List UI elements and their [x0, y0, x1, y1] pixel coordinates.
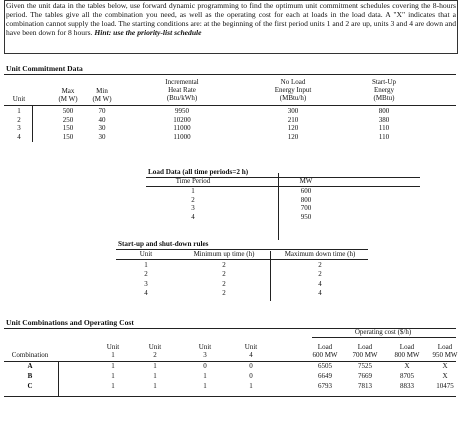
combinations-bottom-rule — [4, 396, 456, 397]
problem-text: Given the unit data in the tables below, use forward dynamic programming to find the optimum unit commitment schedules covering the 8-hours period. The tables give all the combination you need, as well as the operating cost for each at loads in the load data. A "X" indicates that a combination cannot supply the load. The starting conditions are: at the beginning of the first period units 1 and 2 are up, units 3 and 4 are down and have been down for 8 hours. — [6, 1, 456, 37]
header-load-2-mw: 700 MW — [352, 351, 378, 359]
header-heat-line1: Incremental — [165, 78, 199, 86]
combination-unit-3-state: 0 — [203, 362, 207, 370]
rules-cell-min-up: 2 — [222, 270, 226, 279]
rules-cell-min-up: 2 — [222, 261, 226, 269]
header-unit-4-number: 4 — [249, 351, 253, 359]
header-load-3-label: Load — [399, 343, 415, 351]
combination-cost-load-2: 7525 — [358, 362, 372, 370]
rules-cell-max-down: 2 — [318, 261, 322, 269]
header-min-up-time: Minimum up time (h) — [193, 250, 255, 258]
rules-cell-unit: 1 — [144, 261, 148, 269]
rules-cell-min-up: 2 — [222, 279, 226, 288]
combination-cost-load-2: 7813 — [358, 382, 372, 390]
combination-unit-3-state: 1 — [203, 382, 207, 390]
problem-statement — [6, 2, 456, 38]
combination-label: A — [27, 362, 33, 370]
load-cell-mw: 700 — [300, 204, 312, 213]
combination-unit-4-state: 0 — [249, 362, 253, 370]
rules-cell-max-down: 2 — [318, 270, 322, 279]
combination-unit-1-state: 1 — [111, 382, 115, 390]
combination-label: B — [27, 372, 33, 380]
combination-label: C — [27, 382, 33, 390]
combination-cost-load-4: 10475 — [436, 382, 454, 390]
load-cell-period: 4 — [191, 212, 195, 221]
commitment-cell-unit: 2 — [17, 115, 21, 124]
load-cell-period: 2 — [191, 195, 195, 204]
commitment-cell-max: 500 — [62, 107, 74, 115]
load-cell-mw: 950 — [300, 212, 312, 221]
commitment-cell-startup: 110 — [378, 124, 390, 133]
commitment-cell-noload: 300 — [287, 107, 299, 115]
combination-cost-load-1: 6505 — [318, 362, 332, 370]
commitment-header-rule — [4, 105, 456, 106]
rules-cell-max-down: 4 — [318, 289, 322, 298]
header-min-line2: (M W) — [92, 95, 112, 103]
header-combination: Combination — [11, 351, 49, 359]
combination-unit-2-state: 1 — [153, 382, 157, 390]
load-cell-mw: 600 — [300, 187, 312, 195]
operating-cost-title: Operating cost ($/h) — [354, 328, 412, 336]
header-load-1-mw: 600 MW — [312, 351, 338, 359]
startup-rules-title: Start-up and shut-down rules — [118, 240, 209, 248]
combination-unit-4-state: 1 — [249, 382, 253, 390]
load-cell-mw: 800 — [300, 195, 312, 204]
combination-cost-load-1: 6793 — [318, 382, 332, 390]
commitment-cell-noload: 120 — [287, 124, 299, 133]
commitment-cell-min: 30 — [98, 132, 106, 141]
rules-cell-unit: 3 — [144, 279, 148, 288]
combination-cost-load-3: X — [404, 362, 410, 370]
header-noload-line1: No Load — [280, 78, 306, 86]
commitment-cell-noload: 120 — [287, 132, 299, 141]
header-unit-3-number: 3 — [203, 351, 207, 359]
commitment-cell-min: 30 — [98, 124, 106, 133]
commitment-cell-heat: 9950 — [175, 107, 189, 115]
rules-cell-unit: 4 — [144, 289, 148, 298]
commitment-cell-startup: 380 — [378, 115, 390, 124]
commitment-cell-max: 150 — [62, 132, 74, 141]
header-time-period: Time Period — [175, 177, 211, 185]
commitment-cell-min: 70 — [98, 107, 106, 115]
combination-unit-1-state: 1 — [111, 372, 115, 380]
commitment-cell-max: 150 — [62, 124, 74, 133]
header-unit-2-label: Unit — [148, 343, 162, 351]
load-cell-period: 1 — [191, 187, 195, 195]
combination-cost-load-3: 8833 — [400, 382, 414, 390]
header-heat-line2: Heat Rate — [168, 86, 196, 94]
header-load-mw: MW — [299, 177, 313, 185]
commitment-cell-heat: 10200 — [173, 115, 191, 124]
header-unit: Unit — [12, 95, 26, 103]
header-heat-line3: (Btu/kWh) — [166, 94, 198, 102]
combination-divider — [58, 362, 59, 396]
commitment-cell-noload: 210 — [287, 115, 299, 124]
header-unit-3-label: Unit — [198, 343, 212, 351]
header-unit-4-label: Unit — [244, 343, 258, 351]
header-max-line2: (M W) — [58, 95, 78, 103]
problem-hint: Hint: use the priority-list schedule — [94, 27, 202, 37]
combination-cost-load-2: 7669 — [358, 372, 372, 380]
header-unit-1-label: Unit — [106, 343, 120, 351]
header-noload-line2: Energy Input — [274, 86, 312, 94]
operating-cost-rule — [312, 337, 456, 338]
combinations-title: Unit Combinations and Operating Cost — [6, 318, 134, 327]
combination-unit-2-state: 1 — [153, 362, 157, 370]
rules-divider — [270, 251, 271, 301]
header-noload-line3: (MBtu/h) — [279, 94, 307, 102]
header-startup-line2: Energy — [373, 86, 395, 94]
header-load-2-label: Load — [357, 343, 373, 351]
header-startup-line3: (MBtu) — [373, 94, 395, 102]
header-unit-2-number: 2 — [153, 351, 157, 359]
header-startup-line1: Start-Up — [371, 78, 397, 86]
rules-cell-min-up: 2 — [222, 289, 226, 298]
commitment-cell-startup: 110 — [378, 132, 390, 141]
header-load-4-mw: 950 MW — [432, 351, 458, 359]
header-max-down-time: Maximum down time (h) — [284, 250, 356, 258]
combination-cost-load-3: 8705 — [400, 372, 414, 380]
commitment-unit-divider — [32, 106, 33, 142]
combination-unit-4-state: 0 — [249, 372, 253, 380]
unit-commitment-title: Unit Commitment Data — [6, 64, 83, 73]
combination-cost-load-4: X — [442, 362, 448, 370]
commitment-cell-unit: 3 — [17, 124, 21, 133]
commitment-cell-heat: 11000 — [173, 124, 191, 133]
load-cell-period: 3 — [191, 204, 195, 213]
header-rules-unit: Unit — [139, 250, 153, 258]
combination-cost-load-4: X — [442, 372, 448, 380]
rules-header-rule — [116, 259, 368, 260]
commitment-cell-max: 250 — [62, 115, 74, 124]
header-min-line1: Min — [96, 87, 108, 95]
commitment-cell-unit: 1 — [17, 107, 21, 115]
combination-unit-2-state: 1 — [153, 372, 157, 380]
combination-unit-3-state: 1 — [203, 372, 207, 380]
commitment-cell-heat: 11000 — [173, 132, 191, 141]
header-load-4-label: Load — [437, 343, 453, 351]
commitment-cell-unit: 4 — [17, 132, 21, 141]
combination-cost-load-1: 6649 — [318, 372, 332, 380]
combination-unit-1-state: 1 — [111, 362, 115, 370]
header-load-1-label: Load — [317, 343, 333, 351]
commitment-cell-startup: 800 — [378, 107, 390, 115]
rules-cell-unit: 2 — [144, 270, 148, 279]
header-max-line1: Max — [61, 87, 75, 95]
commitment-title-rule — [4, 74, 456, 75]
header-unit-1-number: 1 — [111, 351, 115, 359]
rules-cell-max-down: 4 — [318, 279, 322, 288]
load-data-title: Load Data (all time periods=2 h) — [148, 168, 249, 176]
header-load-3-mw: 800 MW — [394, 351, 420, 359]
commitment-cell-min: 40 — [98, 115, 106, 124]
